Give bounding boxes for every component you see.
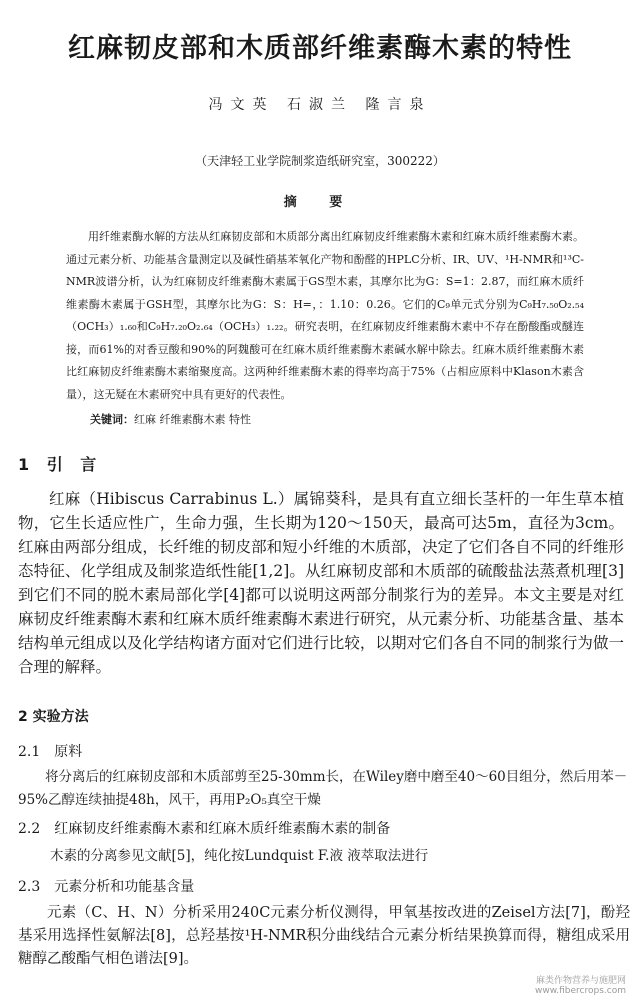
- elemental-analysis-paragraph: 元素（C、H、N）分析采用240C元素分析仪测得，甲氧基按改进的Zeisel方法[7]，酚羟基采用选择性氨解法[8]，总羟基按¹H-NMR积分曲线结合元素分析结果换算而得，糖组成采用糖醇乙酸酯气相色谱法[9]。: [18, 905, 630, 967]
- affiliation: （天津轻工业学院制浆造纸研究室，300222）: [195, 154, 445, 168]
- watermark-url: www.fibercrops.com: [535, 986, 626, 996]
- subsection-number: 2.1: [18, 744, 41, 760]
- site-watermark: [535, 976, 626, 996]
- subsection-number: 2.2: [18, 821, 41, 837]
- subsection-title: 元素分析和功能基含量: [54, 879, 195, 895]
- subsection-title: 原料: [54, 744, 83, 760]
- watermark-site-name: 麻类作物营养与施肥网: [535, 976, 626, 986]
- paper-title: 红麻韧皮部和木质部纤维素酶木素的特性: [68, 33, 572, 64]
- section-heading-methods: 2 实验方法: [18, 709, 89, 725]
- keywords-text: 红麻 纤维素酶木素 特性: [134, 413, 251, 426]
- subsection-heading-materials: [18, 741, 82, 761]
- author-list: 冯文英 石淑兰 隆言泉: [208, 97, 432, 113]
- keywords: [90, 411, 590, 429]
- abstract-heading: 摘 要: [283, 195, 357, 210]
- subsection-heading-elemental-analysis: [18, 876, 194, 896]
- section-heading-introduction: 1 引 言: [18, 455, 103, 474]
- materials-paragraph: 将分离后的红麻韧皮部和木质部剪至25-30mm长，在Wiley磨中磨至40～60目组分，然后用苯－95%乙醇连续抽提48h，风干，再用P₂O₅真空干燥: [18, 769, 628, 808]
- subsection-heading-preparation: [18, 818, 390, 838]
- preparation-paragraph: 木素的分离参见文献[5]，纯化按Lundquist F.液 液萃取法进行: [50, 848, 429, 864]
- abstract-text: 用纤维素酶水解的方法从红麻韧皮部和木质部分离出红麻韧皮纤维素酶木素和红麻木质纤维素酶木素。通过元素分析、功能基含量测定以及碱性硝基苯氧化产物和酚醛的HPLC分析、IR、UV、¹H-NMR和¹³C-NMR波谱分析，认为红麻韧皮纤维素酶木素属于GS型木素，其摩尔比为G：S=1：2.87，而红麻木质纤维素酶木素属于GSH型，其摩尔比为G：S：H=，：1.10：0.26。它们的C₉单元式分别为C₉H₇.₅₀O₂.₅₄（OCH₃）₁.₆₀和C₉H₇.₂₀O₂.₆₄（OCH₃）₁.₂₂。研究表明，在红麻韧皮纤维素酶木素中不存在酚酸酯或醚连接，而61%的对香豆酸和90%的阿魏酸可在红麻木质纤维素酶木素碱水解中除去。红麻木质纤维素酶木素比红麻韧皮纤维素酶木素缩聚度高。这两种纤维素酶木素的得率均高于75%（占相应原料中Klason木素含量），这无疑在木素研究中具有更好的代表性。: [66, 230, 584, 401]
- introduction-paragraph: 红麻（Hibiscus Carrabinus L.）属锦葵科，是具有直立细长茎杆的一年生草本植物，它生长适应性广，生命力强，生长期为120～150天，最高可达5m，直径为3cm。红麻由两部分组成，长纤维的韧皮部和短小纤维的木质部，决定了它们各自不同的纤维形态特征、化学组成及制浆造纸性能[1,2]。从红麻韧皮部和木质部的硫酸盐法蒸煮机理[3]到它们不同的脱木素局部化学[4]都可以说明这两部分制浆行为的差异。本文主要是对红麻韧皮纤维素酶木素和红麻木质纤维素酶木素进行研究，从元素分析、功能基含量、基本结构单元组成以及化学结构诸方面对它们进行比较，以期对它们各自不同的制浆行为做一合理的解释。: [18, 490, 624, 676]
- subsection-number: 2.3: [18, 879, 41, 895]
- subsection-title: 红麻韧皮纤维素酶木素和红麻木质纤维素酶木素的制备: [54, 821, 391, 837]
- keywords-label: 关键词：: [90, 413, 134, 426]
